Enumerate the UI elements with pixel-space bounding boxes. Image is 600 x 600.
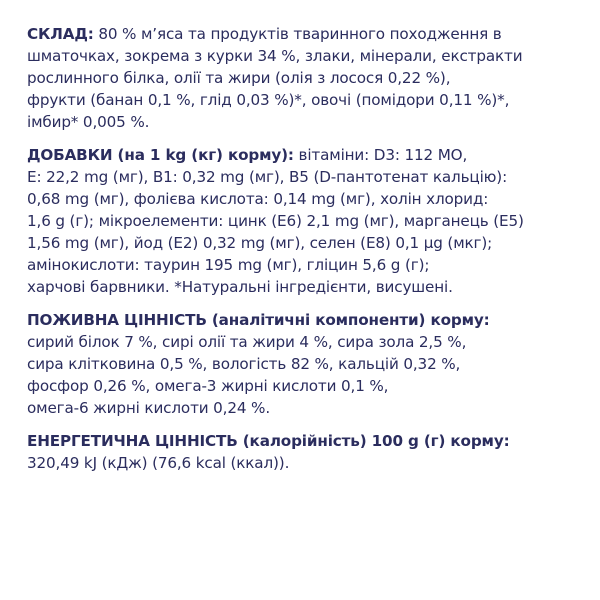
section-nutritional-value [27, 309, 593, 419]
text-line: 0,68 mg (мг), фолієва кислота: 0,14 mg (мг), холін хлорид: [27, 190, 489, 208]
section-heading: ЕНЕРГЕТИЧНА ЦІННІСТЬ (калорійність) 100 g (г) корму: [27, 432, 510, 450]
text-line: імбир* 0,005 %. [27, 113, 150, 131]
section-text: вітаміни: D3: 112 МО, [293, 146, 468, 164]
text-line: 1,56 mg (мг), йод (E2) 0,32 mg (мг), селен (E8) 0,1 µg (мкг); [27, 234, 493, 252]
text-line: сира клітковина 0,5 %, вологість 82 %, кальцій 0,32 %, [27, 355, 461, 373]
text-line [27, 144, 593, 166]
section-composition [27, 23, 593, 133]
text-line: фосфор 0,26 %, омега-3 жирні кислоти 0,1 %, [27, 377, 389, 395]
text-line: 320,49 kJ (кДж) (76,6 kcal (ккал)). [27, 454, 290, 472]
text-line: шматочках, зокрема з курки 34 %, злаки, мінерали, екстракти [27, 47, 523, 65]
text-line: E: 22,2 mg (мг), B1: 0,32 mg (мг), B5 (D-пантотенат кальцію): [27, 168, 508, 186]
section-energy-value [27, 430, 593, 474]
section-additives [27, 144, 593, 298]
section-text: 80 % м’яса та продуктів тваринного походження в [93, 25, 502, 43]
product-label-text [27, 23, 593, 474]
text-line: омега-6 жирні кислоти 0,24 %. [27, 399, 271, 417]
section-heading: ПОЖИВНА ЦІННІСТЬ (аналітичні компоненти) корму: [27, 311, 490, 329]
text-line: фрукти (банан 0,1 %, глід 0,03 %)*, овочі (помідори 0,11 %)*, [27, 91, 510, 109]
text-line: амінокислоти: таурин 195 mg (мг), гліцин 5,6 g (г); [27, 256, 430, 274]
text-line: харчові барвники. *Натуральні інгредієнти, висушені. [27, 278, 453, 296]
section-heading: СКЛАД: [27, 25, 94, 43]
text-line: сирий білок 7 %, сирі олії та жири 4 %, сира зола 2,5 %, [27, 333, 467, 351]
text-line [27, 430, 593, 452]
text-line [27, 309, 593, 331]
section-heading: ДОБАВКИ (на 1 kg (кг) корму): [27, 146, 294, 164]
text-line: рослинного білка, олії та жири (олія з лосося 0,22 %), [27, 69, 451, 87]
text-line [27, 23, 593, 45]
text-line: 1,6 g (г); мікроелементи: цинк (E6) 2,1 mg (мг), марганець (E5) [27, 212, 524, 230]
